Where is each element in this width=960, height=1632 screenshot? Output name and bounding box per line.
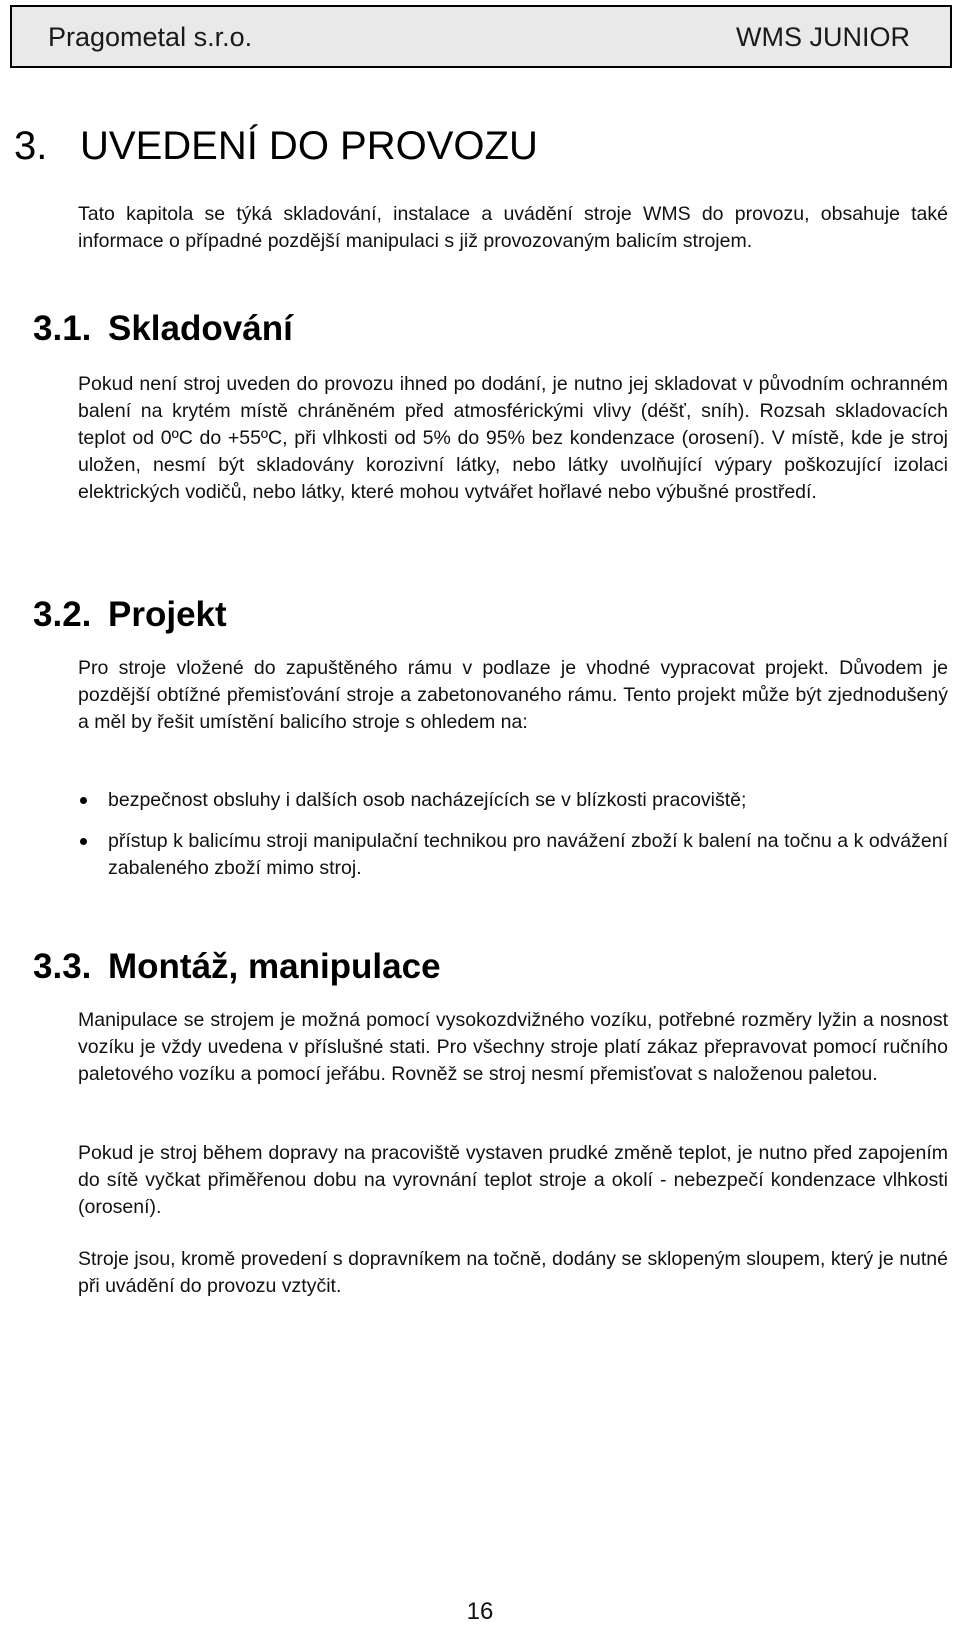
list-item (78, 828, 948, 882)
section-heading-montaz (33, 946, 441, 988)
list-item (78, 787, 948, 814)
header-company: Pragometal s.r.o. (48, 22, 253, 52)
bullet-dot-icon (80, 838, 87, 845)
bullet-list (78, 787, 948, 896)
section-paragraph: Pokud není stroj uveden do provozu ihned po dodání, je nutno jej skladovat v původním ochranném balení na krytém místě chráněném před atmosférickými vlivy (déšť, sníh). Rozsah skladovacích teplot od 0ºC do +55ºC, při vlhkosti od 5% do 95% bez kondenzace (orosení). V místě, kde je stroj uložen, nesmí být skladovány korozivní látky, nebo látky uvolňující výpary poškozující izolaci elektrických vodičů, nebo látky, které mohou vytvářet hořlavé nebo výbušné prostředí. (78, 373, 948, 503)
section-paragraph: Stroje jsou, kromě provedení s dopravníkem na točně, dodány se sklopeným sloupem, který je nutné při uvádění do provozu vztyčit. (78, 1248, 948, 1297)
section-number: 3.1. (33, 309, 92, 348)
page-header (10, 5, 952, 68)
section-title: Montáž, manipulace (108, 947, 441, 986)
bullet-dot-icon (80, 797, 87, 804)
header-product: WMS JUNIOR (736, 22, 910, 52)
chapter-intro: Tato kapitola se týká skladování, instalace a uvádění stroje WMS do provozu, obsahuje také informace o případné pozdější manipulaci s již provozovaným balicím strojem. (78, 203, 948, 252)
list-item-text: bezpečnost obsluhy i dalších osob nacházejících se v blízkosti pracoviště; (108, 789, 747, 811)
page-number: 16 (466, 1598, 494, 1625)
section-title: Projekt (108, 595, 227, 634)
chapter-number: 3. (14, 124, 48, 168)
list-item-text: přístup k balicímu stroji manipulační technikou pro navážení zboží k balení na točnu a k odvážení zabaleného zboží mimo stroj. (108, 830, 948, 879)
section-title: Skladování (108, 309, 293, 348)
section-number: 3.3. (33, 947, 92, 986)
chapter-title: UVEDENÍ DO PROVOZU (80, 124, 538, 168)
section-paragraph: Pro stroje vložené do zapuštěného rámu v podlaze je vhodné vypracovat projekt. Důvodem je pozdější obtížné přemisťování stroje a zabetonovaného rámu. Tento projekt může být zjednodušený a měl by řešit umístění balicího stroje s ohledem na: (78, 657, 948, 733)
section-heading-projekt (33, 594, 227, 636)
section-number: 3.2. (33, 595, 92, 634)
section-paragraph: Pokud je stroj během dopravy na pracoviště vystaven prudké změně teplot, je nutno před zapojením do sítě vyčkat přiměřenou dobu na vyrovnání teplot stroje a okolí - nebezpečí kondenzace vlhkosti (orosení). (78, 1142, 948, 1218)
section-heading-skladovani (33, 308, 293, 350)
chapter-heading (14, 122, 538, 170)
section-paragraph: Manipulace se strojem je možná pomocí vysokozdvižného vozíku, potřebné rozměry lyžin a nosnost vozíku je vždy uvedena v příslušné stati. Pro všechny stroje platí zákaz přepravovat pomocí ručního paletového vozíku a pomocí jeřábu. Rovněž se stroj nesmí přemisťovat s naloženou paletou. (78, 1009, 948, 1085)
